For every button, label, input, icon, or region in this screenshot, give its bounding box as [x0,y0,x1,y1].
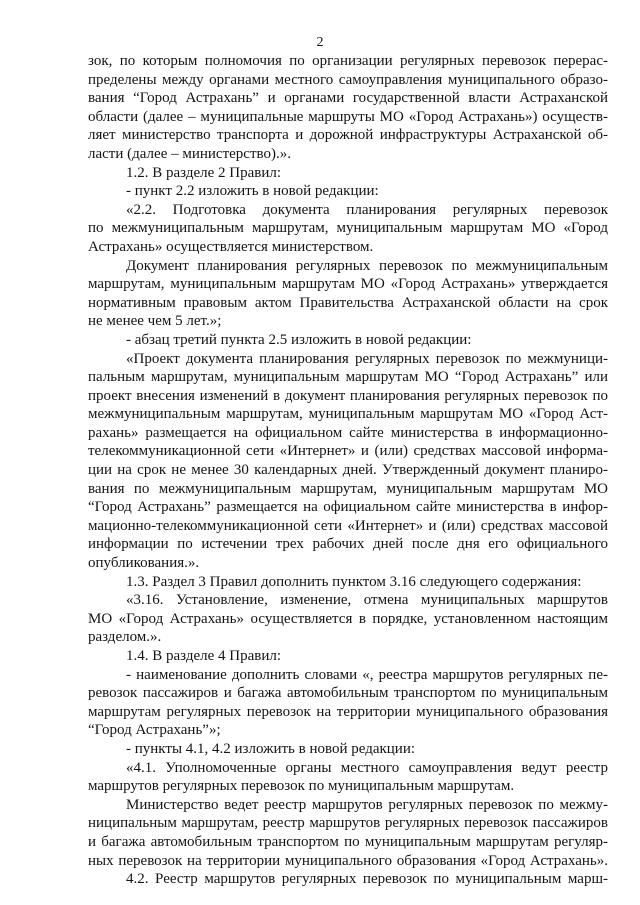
text-line: ниципальным маршрутам, реестр маршрутов регулярных перевозок пассажиров [88,815,608,832]
text-line: “Город Астрахань”»; [88,722,221,739]
text-line: вания по межмуниципальным маршрутам, муниципальным маршрутам МО [88,480,608,497]
text-line: Документ планирования регулярных перевозок по межмуниципальным [126,257,608,274]
text-line: ных перевозок на территории муниципального образования «Город Астрахань». [88,852,608,869]
text-line: - абзац третий пункта 2.5 изложить в новой редакции: [126,331,472,348]
text-line: Астрахань» осуществляется министерством. [88,238,374,255]
text-line: 1.3. Раздел 3 Правил дополнить пунктом 3.16 следующего содержания: [126,573,582,590]
text-line: по межмуниципальным маршрутам, муниципальным маршрутам МО «Город [88,220,608,237]
text-line: информации по истечении трех рабочих дней после дня его официального [88,536,608,553]
text-line: межмуниципальным маршрутам, муниципальным маршрутам МО «Город Аст- [88,406,608,423]
text-line: зок, по которым полномочия по организации регулярных перевозок перерас- [88,53,608,69]
text-line: «3.16. Установление, изменение, отмена муниципальных маршрутов [126,592,608,609]
text-line: “Город Астрахань” размещается на официальном сайте министерства в инфор- [88,499,608,516]
text-line: и багажа автомобильным транспортом по муниципальным маршрутам регуляр- [88,833,608,850]
text-line: «4.1. Уполномоченные органы местного самоуправления ведут реестр [126,759,608,776]
text-line: проект внесения изменений в документ планирования регулярных перевозок по [88,387,608,404]
text-line: ции на срок не менее 30 календарных дней. Утвержденный документ планиро- [88,462,608,479]
text-line: маршрутам, муниципальным маршрутам МО «Город Астрахань» утверждается [88,276,608,293]
text-line: 1.4. В разделе 4 Правил: [126,648,282,664]
text-line: ревозок пассажиров и багажа автомобильным транспортом по муниципальным [88,685,608,702]
text-line: мационно-телекоммуникационной сети «Интернет» и (или) средствах массовой [88,517,608,534]
text-line: 1.2. В разделе 2 Правил: [126,164,282,181]
text-line: «2.2. Подготовка документа планирования регулярных перевозок [126,201,608,218]
text-line: 4.2. Реестр маршрутов регулярных перевозок по муниципальным марш- [126,871,608,888]
text-line: вания “Город Астрахань” и органами государственной власти Астраханской [88,90,608,107]
text-line: рахань» размещается на официальном сайте министерства в информационно- [88,424,608,441]
text-line: - пункт 2.2 изложить в новой редакции: [126,183,379,200]
text-line: маршрутам регулярных перевозок на территории муниципального образования [88,703,608,720]
text-line: не менее чем 5 лет.»; [88,313,222,330]
page-number: 2 [316,35,324,50]
text-line: ляет министерство транспорта и дорожной инфраструктуры Астраханской об- [88,127,608,144]
text-line: разделом.». [88,629,162,646]
document-body [88,52,608,889]
text-line: Министерство ведет реестр маршрутов регулярных перевозок по межму- [126,796,608,813]
text-line: - наименование дополнить словами «, реестра маршрутов регулярных пе- [126,666,608,683]
text-line: пальным маршрутам, муниципальным маршрутам МО “Город Астрахань” или [88,369,608,386]
text-line: нормативным правовым актом Правительства Астраханской области на срок [88,294,608,311]
text-line: пределены между органами местного самоуправления муниципального образо- [88,71,608,88]
text-line: МО «Город Астрахань» осуществляется в порядке, установленном настоящим [88,610,608,627]
text-line: опубликования.». [88,555,200,572]
text-line: - пункты 4.1, 4.2 изложить в новой редакции: [126,740,416,757]
text-line: ласти (далее – министерство).». [88,145,291,162]
text-line: маршрутов регулярных перевозок по муниципальным маршрутам. [88,778,515,795]
text-line: «Проект документа планирования регулярных перевозок по межмуници- [126,350,608,367]
text-line: области (далее – муниципальные маршруты МО «Город Астрахань») осуществ- [88,108,608,125]
text-line: телекоммуникационной сети «Интернет» и (или) средствах массовой информа- [88,443,608,460]
